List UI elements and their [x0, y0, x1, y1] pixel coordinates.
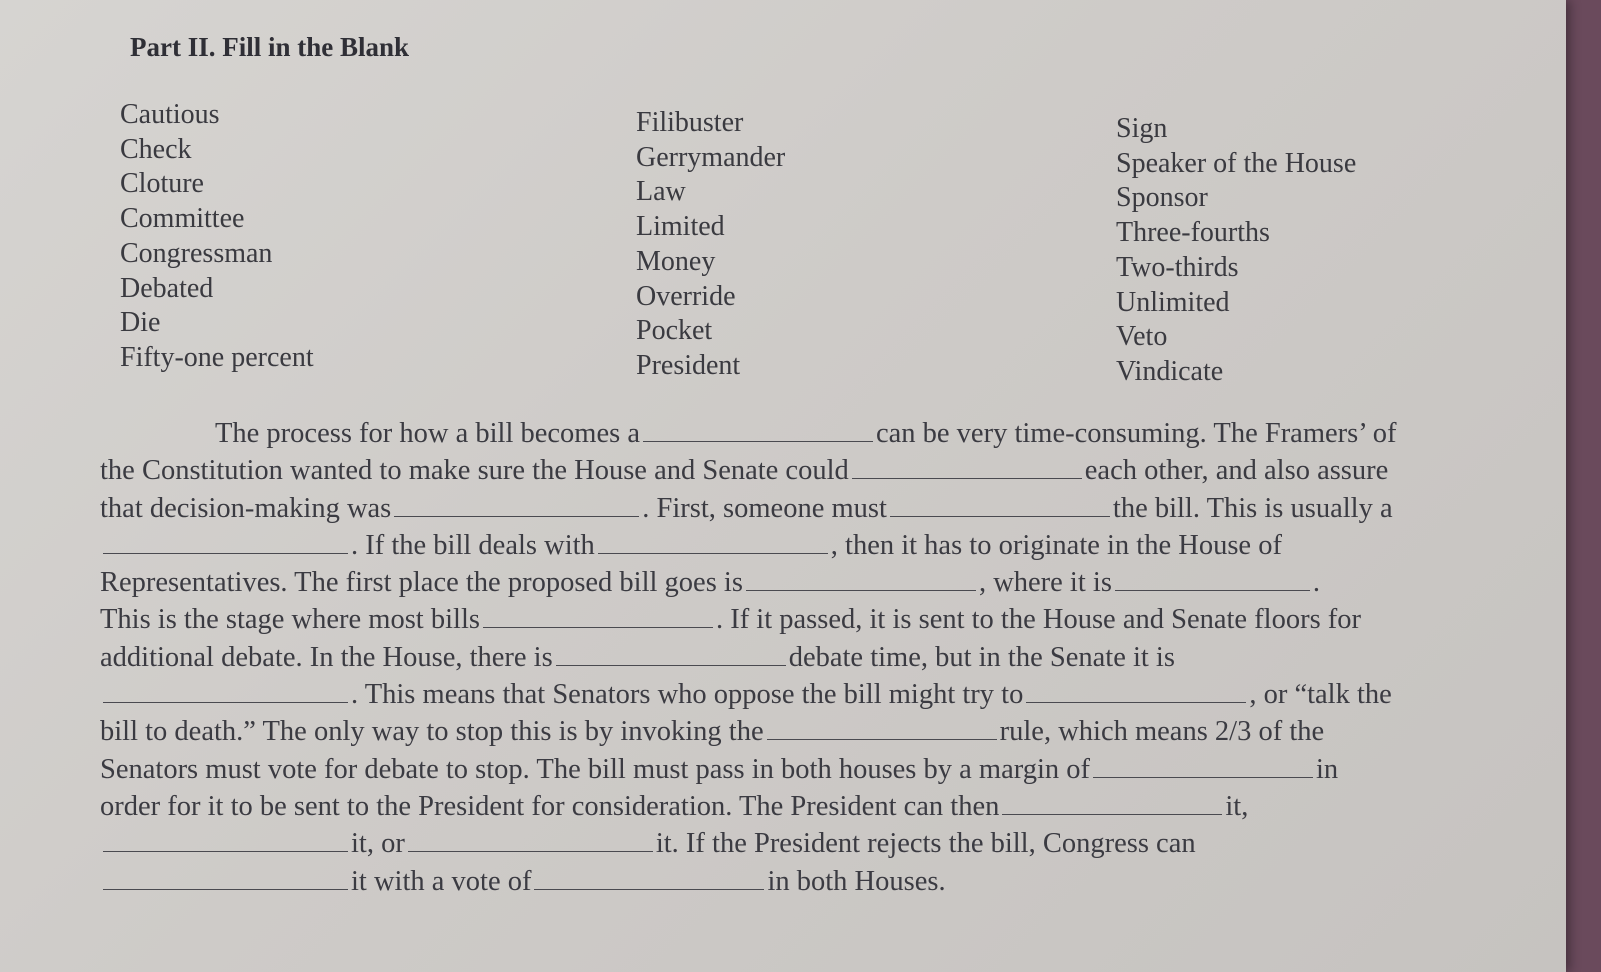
passage-line: [100, 825, 1505, 862]
word-bank-item: Sponsor: [1116, 182, 1208, 214]
answer-blank[interactable]: [103, 678, 348, 703]
word-bank-item: Committee: [120, 203, 245, 235]
answer-blank[interactable]: [746, 566, 976, 591]
passage-text: Representatives. The first place the proposed bill goes is: [100, 567, 743, 599]
passage-line: [100, 863, 1505, 900]
answer-blank[interactable]: [556, 641, 786, 666]
passage-text: . This means that Senators who oppose the bill might try to: [351, 679, 1024, 711]
word-bank-column-3: [1116, 112, 1356, 390]
word-bank-item: Sign: [1116, 113, 1168, 144]
passage-text: it, or: [351, 828, 405, 860]
passage-text: .: [1312, 567, 1321, 599]
passage-text: , then it has to originate in the House of: [830, 529, 1282, 561]
passage-text: . First, someone must: [642, 492, 887, 524]
word-bank-item: Debated: [120, 272, 214, 304]
passage-line: [100, 639, 1505, 676]
word-bank-item: Gerrymander: [636, 141, 786, 173]
answer-blank[interactable]: [483, 603, 713, 628]
passage-text: that decision-making was: [100, 492, 392, 524]
word-bank-item: Check: [120, 133, 192, 165]
passage-line: [100, 452, 1505, 489]
word-bank-item: Cloture: [120, 168, 204, 200]
passage-text: additional debate. In the House, there is: [100, 641, 553, 673]
passage-line: [100, 676, 1505, 713]
word-bank-item: Limited: [636, 211, 725, 243]
word-bank-item: Speaker of the House: [1116, 147, 1357, 179]
passage-line: [100, 713, 1505, 750]
section-title: Part II. Fill in the Blank: [130, 32, 410, 62]
word-bank-item: Pocket: [636, 315, 713, 347]
answer-blank[interactable]: [643, 417, 873, 442]
passage-line: [100, 788, 1505, 825]
word-bank-item: Fifty-one percent: [120, 341, 314, 373]
word-bank-item: Congressman: [120, 237, 273, 269]
passage-text: The process for how a bill becomes a: [215, 418, 640, 449]
word-bank-item: Money: [636, 245, 716, 277]
word-bank-item: Die: [120, 307, 161, 339]
answer-blank[interactable]: [534, 865, 764, 890]
word-bank-item: President: [636, 349, 741, 381]
passage-text: . If it passed, it is sent to the House and Senate floors for: [715, 604, 1362, 636]
word-bank-item: Filibuster: [636, 107, 744, 138]
passage-line: [100, 564, 1505, 601]
word-bank-item: Three-fourths: [1116, 217, 1270, 249]
answer-blank[interactable]: [103, 827, 348, 852]
answer-blank[interactable]: [103, 529, 348, 554]
word-bank-item: Law: [636, 176, 686, 208]
answer-blank[interactable]: [394, 492, 639, 517]
passage-text: the Constitution wanted to make sure the House and Senate could: [100, 455, 849, 487]
passage-text: . If the bill deals with: [351, 529, 595, 561]
passage-text: it. If the President rejects the bill, Congress can: [655, 828, 1196, 860]
passage-text: Senators must vote for debate to stop. The bill must pass in both houses by a margin of: [100, 753, 1090, 785]
word-bank-item: Vindicate: [1116, 355, 1224, 387]
answer-blank[interactable]: [1026, 678, 1246, 703]
word-bank-item: Two-thirds: [1116, 251, 1239, 283]
passage-text: in: [1316, 753, 1339, 785]
passage-text: bill to death.” The only way to stop this is by invoking the: [100, 716, 764, 748]
passage-text: order for it to be sent to the President for consideration. The President can then: [100, 790, 1000, 822]
passage-line: [100, 490, 1505, 527]
word-bank-item: Unlimited: [1116, 286, 1230, 318]
passage-text: it with a vote of: [351, 865, 532, 897]
word-bank-column-1: [120, 98, 314, 376]
answer-blank[interactable]: [408, 827, 653, 852]
passage-line: [100, 751, 1505, 788]
passage-line: [100, 601, 1505, 638]
answer-blank[interactable]: [103, 865, 348, 890]
answer-blank[interactable]: [767, 715, 997, 740]
answer-blank[interactable]: [852, 454, 1082, 479]
word-bank-item: Veto: [1116, 321, 1168, 353]
answer-blank[interactable]: [1093, 753, 1313, 778]
answer-blank[interactable]: [598, 529, 828, 554]
passage-line: [100, 527, 1505, 564]
word-bank-item: Override: [636, 280, 736, 312]
passage-text: can be very time-consuming. The Framers’ of: [875, 418, 1397, 449]
passage-text: , or “talk the: [1249, 679, 1392, 711]
passage-text: each other, and also assure: [1084, 455, 1389, 487]
passage-text: rule, which means 2/3 of the: [999, 716, 1325, 748]
passage-text: the bill. This is usually a: [1112, 492, 1393, 524]
answer-blank[interactable]: [890, 492, 1110, 517]
answer-blank[interactable]: [1115, 566, 1310, 591]
passage-text: , where it is: [978, 567, 1112, 599]
fill-in-passage: [100, 415, 1505, 900]
passage-text: it,: [1225, 790, 1249, 822]
passage-line: [100, 415, 1505, 452]
word-bank-column-2: [636, 106, 785, 384]
word-bank-item: Cautious: [120, 99, 220, 130]
passage-text: debate time, but in the Senate it is: [788, 641, 1175, 673]
answer-blank[interactable]: [1002, 790, 1222, 815]
passage-text: in both Houses.: [767, 865, 946, 897]
passage-text: This is the stage where most bills: [100, 604, 480, 636]
